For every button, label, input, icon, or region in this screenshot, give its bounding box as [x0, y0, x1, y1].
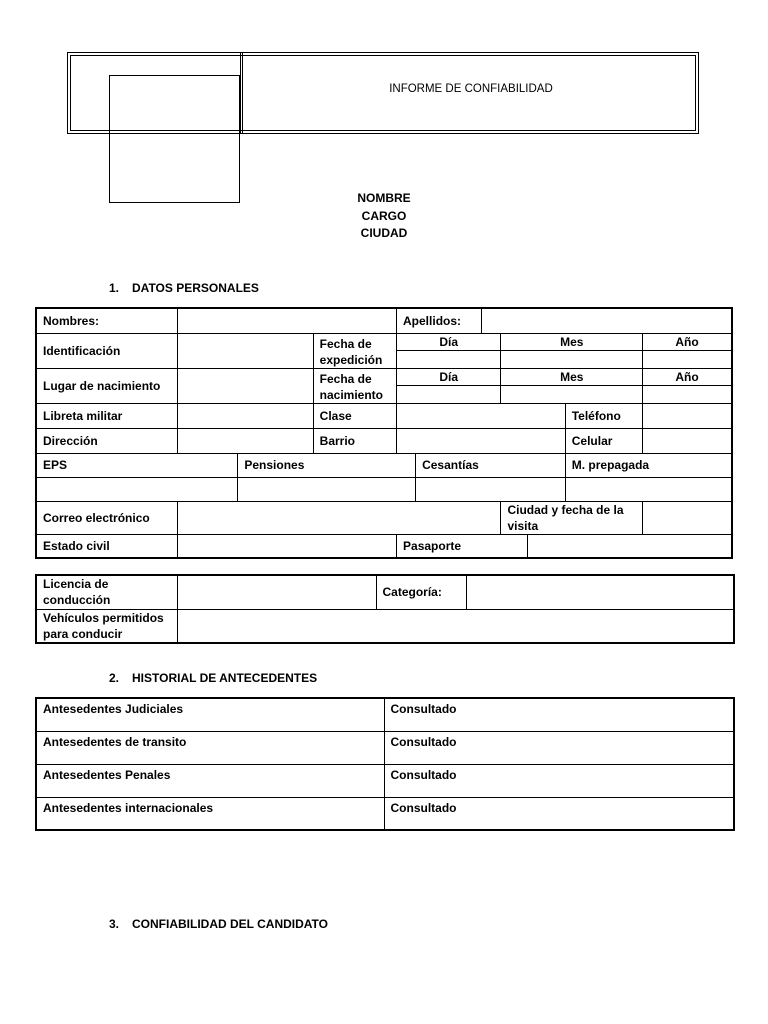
candidate-name-label: NOMBRE	[357, 191, 411, 205]
section-2-heading	[109, 671, 317, 685]
libreta-militar-label: Libreta militar	[36, 403, 178, 428]
estado-civil-field[interactable]	[178, 534, 397, 558]
nacimiento-anio-field[interactable]	[643, 386, 732, 404]
check-status[interactable]: Consultado	[384, 731, 734, 764]
correo-field[interactable]	[178, 501, 501, 534]
nacimiento-dia-field[interactable]	[397, 386, 501, 404]
document-title: INFORME DE CONFIABILIDAD	[389, 83, 553, 95]
check-status[interactable]: Consultado	[384, 797, 734, 830]
fecha-expedicion-label: Fecha de expedición	[313, 333, 396, 368]
section-2-number: 2.	[109, 671, 120, 685]
ciudad-fecha-visita-field[interactable]	[643, 501, 732, 534]
barrio-field[interactable]	[397, 428, 566, 453]
background-checks-table	[35, 697, 735, 831]
eps-field[interactable]	[36, 477, 238, 501]
prepagada-field[interactable]	[565, 477, 732, 501]
section-2-title: HISTORIAL DE ANTECEDENTES	[132, 671, 318, 685]
candidate-role-label: CARGO	[361, 209, 407, 223]
expedicion-dia-field[interactable]	[397, 351, 501, 369]
identificacion-label: Identificación	[36, 333, 178, 368]
lugar-nacimiento-field[interactable]	[178, 368, 314, 403]
section-3-heading	[109, 917, 328, 931]
expedicion-dia-header: Día	[397, 333, 501, 351]
section-3-number: 3.	[109, 917, 120, 931]
nacimiento-mes-header: Mes	[501, 368, 643, 386]
table-row	[36, 698, 734, 731]
identificacion-field[interactable]	[178, 333, 314, 368]
nacimiento-anio-header: Año	[643, 368, 732, 386]
expedicion-anio-header: Año	[643, 333, 732, 351]
personal-data-table	[35, 307, 733, 559]
nacimiento-mes-field[interactable]	[501, 386, 643, 404]
check-label: Antesedentes Penales	[36, 764, 384, 797]
direccion-field[interactable]	[178, 428, 314, 453]
check-status[interactable]: Consultado	[384, 764, 734, 797]
licencia-label: Licencia de conducción	[36, 575, 177, 609]
libreta-militar-field[interactable]	[178, 403, 314, 428]
expedicion-anio-field[interactable]	[643, 351, 732, 369]
pensiones-field[interactable]	[238, 477, 416, 501]
categoria-field[interactable]	[466, 575, 734, 609]
apellidos-field[interactable]	[482, 308, 732, 333]
celular-label: Celular	[565, 428, 642, 453]
table-row	[36, 764, 734, 797]
section-1-title: DATOS PERSONALES	[132, 281, 259, 295]
section-1-heading	[109, 281, 259, 295]
check-label: Antesedentes de transito	[36, 731, 384, 764]
estado-civil-label: Estado civil	[36, 534, 178, 558]
check-label: Antesedentes internacionales	[36, 797, 384, 830]
categoria-label: Categoría:	[376, 575, 466, 609]
vehiculos-field[interactable]	[177, 609, 734, 643]
clase-field[interactable]	[397, 403, 566, 428]
section-1-number: 1.	[109, 281, 120, 295]
license-table	[35, 574, 735, 644]
apellidos-label: Apellidos:	[397, 308, 482, 333]
vehiculos-label: Vehículos permitidos para conducir	[36, 609, 177, 643]
table-row	[36, 797, 734, 830]
telefono-label: Teléfono	[565, 403, 642, 428]
nacimiento-dia-header: Día	[397, 368, 501, 386]
pasaporte-field[interactable]	[527, 534, 732, 558]
candidate-city-label: CIUDAD	[360, 226, 408, 240]
direccion-label: Dirección	[36, 428, 178, 453]
check-status[interactable]: Consultado	[384, 698, 734, 731]
expedicion-mes-header: Mes	[501, 333, 643, 351]
nombres-field[interactable]	[178, 308, 397, 333]
section-3-title: CONFIABILIDAD DEL CANDIDATO	[132, 917, 328, 931]
lugar-nacimiento-label: Lugar de nacimiento	[36, 368, 178, 403]
clase-label: Clase	[313, 403, 396, 428]
fecha-nacimiento-label: Fecha de nacimiento	[313, 368, 396, 403]
eps-label: EPS	[36, 453, 238, 477]
pasaporte-label: Pasaporte	[397, 534, 528, 558]
check-label: Antesedentes Judiciales	[36, 698, 384, 731]
cesantias-field[interactable]	[416, 477, 566, 501]
table-row	[36, 731, 734, 764]
celular-field[interactable]	[643, 428, 732, 453]
pensiones-label: Pensiones	[238, 453, 416, 477]
logo-placeholder	[109, 75, 240, 203]
cesantias-label: Cesantías	[416, 453, 566, 477]
telefono-field[interactable]	[643, 403, 732, 428]
correo-label: Correo electrónico	[36, 501, 178, 534]
barrio-label: Barrio	[313, 428, 396, 453]
ciudad-fecha-visita-label: Ciudad y fecha de la visita	[501, 501, 643, 534]
prepagada-label: M. prepagada	[565, 453, 732, 477]
expedicion-mes-field[interactable]	[501, 351, 643, 369]
nombres-label: Nombres:	[36, 308, 178, 333]
licencia-field[interactable]	[177, 575, 376, 609]
